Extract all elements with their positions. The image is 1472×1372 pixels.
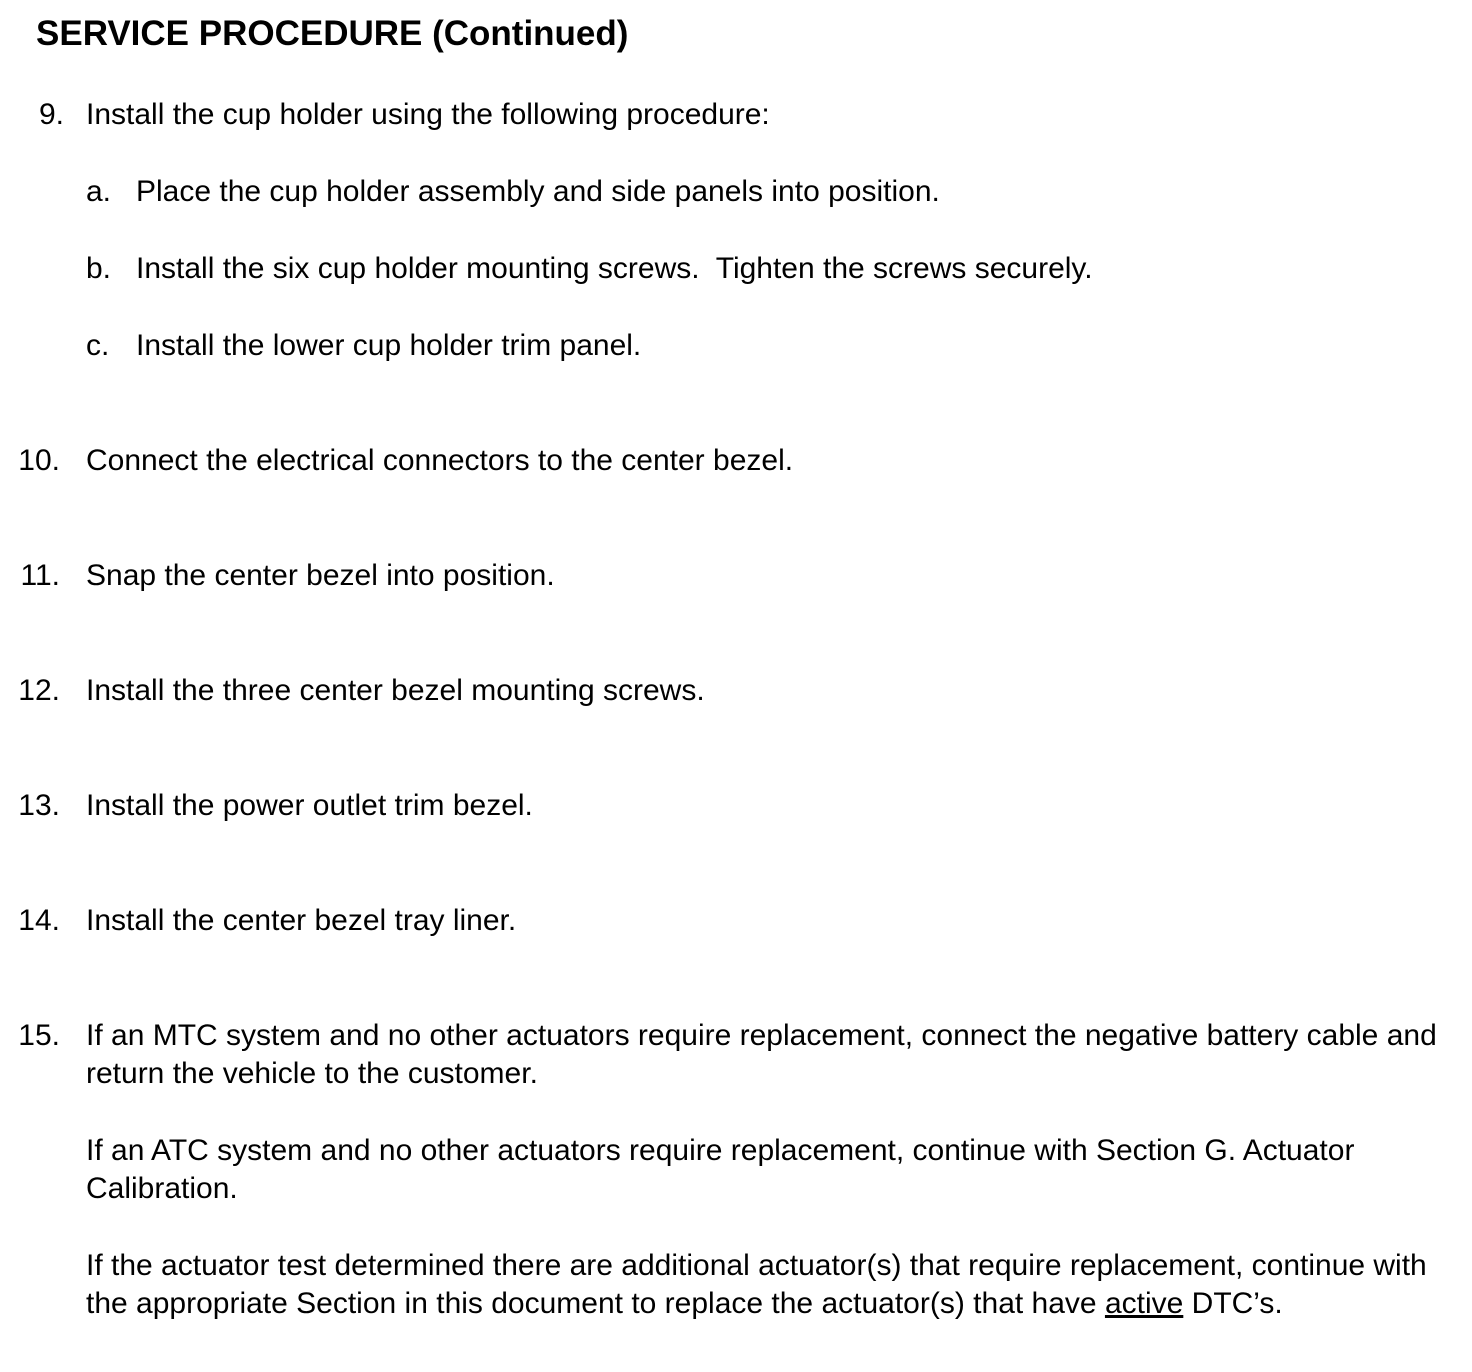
step-15-paragraph-additional bbox=[86, 1247, 1456, 1323]
step-number: 10. bbox=[18, 444, 60, 477]
step-text: Install the three center bezel mounting screws. bbox=[86, 674, 705, 707]
step-text: Connect the electrical connectors to the center bezel. bbox=[86, 444, 794, 477]
paragraph-text: If the actuator test determined there are additional actuator(s) that require replacement, continue with the appropriate Section in this document to replace the actuator(s) that have bbox=[86, 1249, 1427, 1320]
underlined-word: active bbox=[1104, 1287, 1184, 1320]
step-text: Snap the center bezel into position. bbox=[86, 559, 555, 592]
substep-text: Install the six cup holder mounting screws. Tighten the screws securely. bbox=[136, 252, 1093, 285]
step-number: 15. bbox=[18, 1019, 60, 1052]
substep-text: Place the cup holder assembly and side panels into position. bbox=[136, 175, 940, 208]
page-title: SERVICE PROCEDURE (Continued) bbox=[36, 14, 629, 53]
paragraph-text-end: DTC’s. bbox=[1183, 1287, 1283, 1320]
substep-letter: a. bbox=[86, 175, 112, 208]
step-15-paragraph-atc: If an ATC system and no other actuators require replacement, continue with Section G. Actuator Calibration. bbox=[86, 1134, 1355, 1205]
step-number: 13. bbox=[18, 789, 60, 822]
step-number: 14. bbox=[18, 904, 60, 937]
step-number: 11. bbox=[20, 559, 60, 592]
substep-letter: b. bbox=[86, 252, 112, 285]
step-text: Install the center bezel tray liner. bbox=[86, 904, 517, 937]
step-15-paragraph-mtc: If an MTC system and no other actuators require replacement, connect the negative battery cable and return the vehicle to the customer. bbox=[86, 1019, 1437, 1090]
substep-text: Install the lower cup holder trim panel. bbox=[136, 329, 642, 362]
step-text: Install the power outlet trim bezel. bbox=[86, 789, 533, 822]
substep-letter: c. bbox=[86, 329, 110, 362]
step-number: 9. bbox=[38, 98, 64, 131]
step-text: Install the cup holder using the following procedure: bbox=[86, 98, 770, 131]
step-number: 12. bbox=[18, 674, 60, 707]
